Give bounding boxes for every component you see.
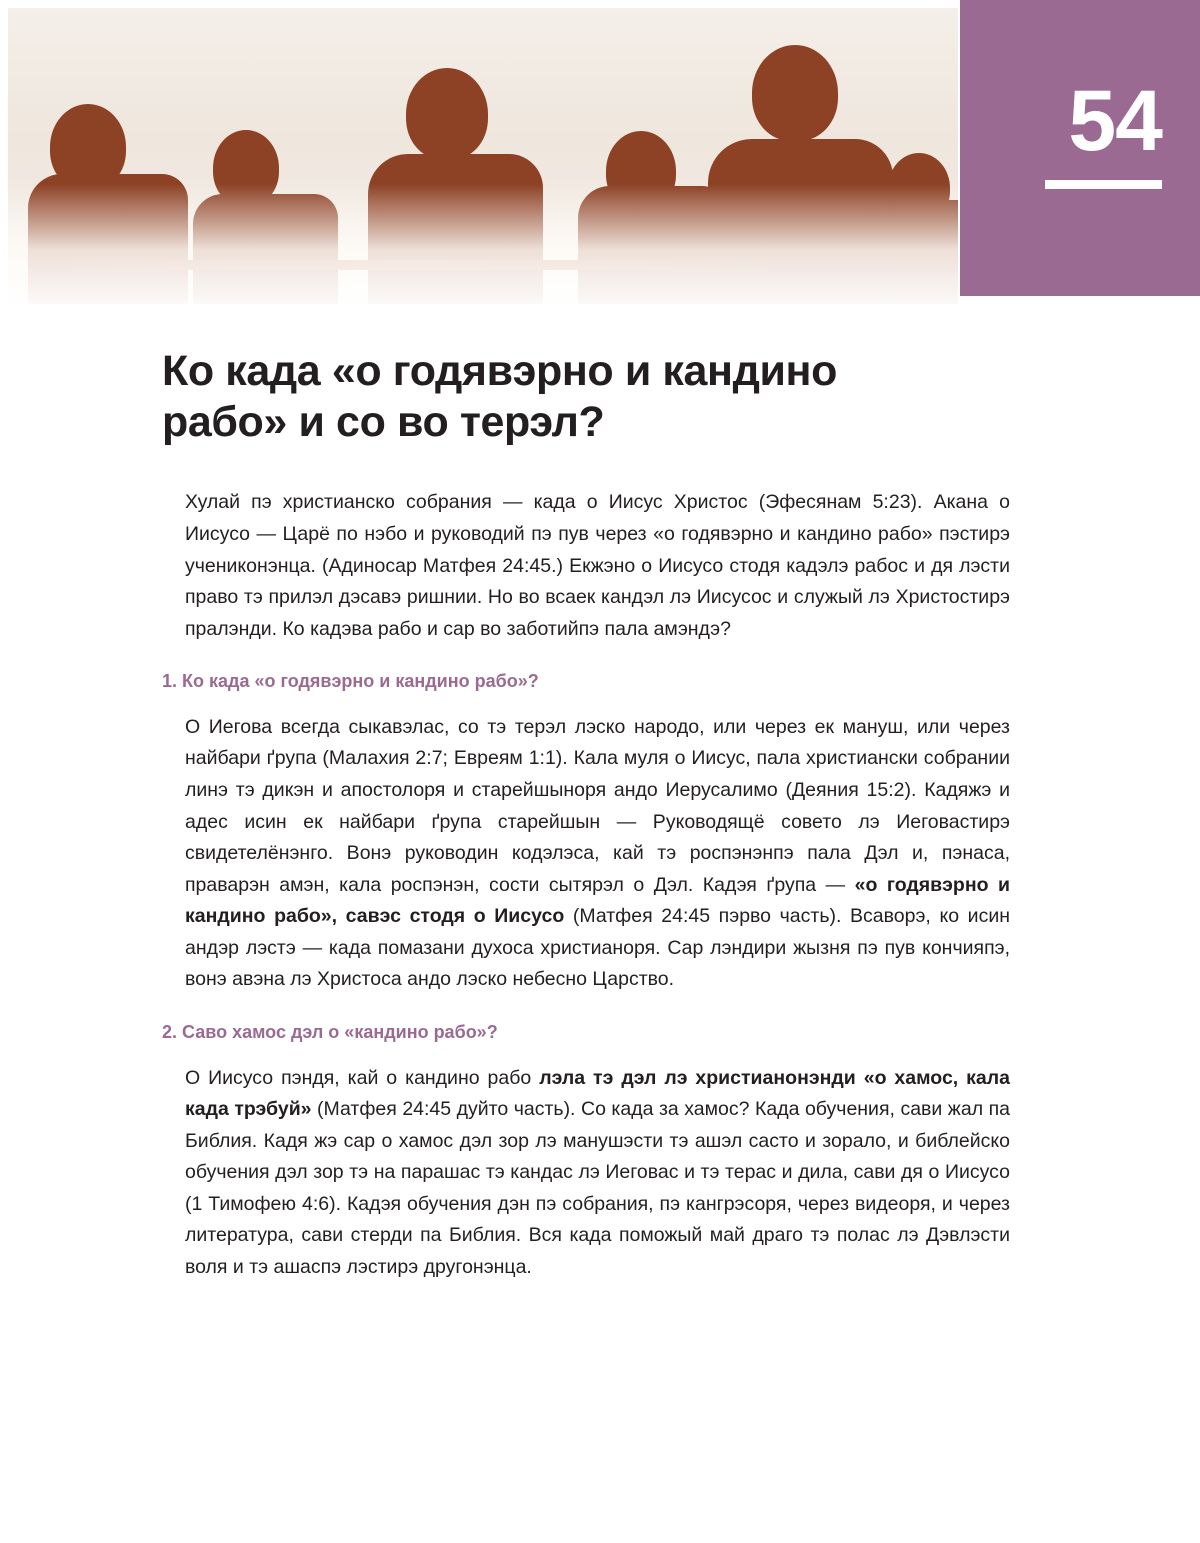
section-heading-text-2: Саво хамос дэл о «кандино рабо»? <box>182 1022 498 1043</box>
text-run-bold: «о годявэрно и кандино рабо», савэс стодя о Иисусо <box>185 873 1011 928</box>
section-heading-1 <box>162 671 1010 692</box>
page-banner <box>0 0 1200 304</box>
page-title: Ко када «о годявэрно и кандино рабо» и со во терэл? <box>162 347 837 446</box>
intro-paragraph: Хулай пэ христианско собрания — када о Иисус Христос (Эфесянам 5:23). Акана о Иисусо — Царё по нэбо и руководий пэ пув через «о годявэрно и кандино рабо» пэстирэ учениконэнца. (Адиносар Матфея 24:45.) Екжэно о Иисусо стодя кадэлэ рабос и дя лэсти право тэ прилэл дэсавэ ришнии. Но во всаек кандэл лэ Иисусос и служый лэ Христостирэ пралэнди. Ко кадэва рабо и сар во заботийпэ пала амэндэ? <box>185 491 1010 640</box>
article-content <box>0 304 1200 1303</box>
section-body-1 <box>185 712 1010 996</box>
text-run: О Иисусо пэндя, кай о кандино рабо <box>185 1066 540 1089</box>
section-number-1: 1. <box>162 671 178 692</box>
section-number-2: 2. <box>162 1022 178 1043</box>
article-section-2 <box>162 1022 1010 1284</box>
page-number: 54 <box>1068 73 1162 169</box>
section-body-2 <box>185 1063 1010 1284</box>
text-run-bold: лэла тэ дэл лэ христианонэнди «о хамос, кала када трэбуй» <box>185 1066 1011 1121</box>
silhouette-group-meeting-photo <box>8 8 958 304</box>
text-run: О Иегова всегда сыкавэлас, со тэ терэл лэско народо, или через ек мануш, или через найбари ґрупа (Малахия 2:7; Евреям 1:1). Кала муля о Иисус, пала христиански собрании линэ тэ дикэн и апостолоря и старейшыноря андо Иерусалимо (Деяния 15:2). Кадяжэ и адес исин ек найбари ґрупа старейшын — Руководящё совето лэ Иеговастирэ свидетелёнэнго. Вонэ руководин кодэлэса, кай тэ роспэнэнпэ пала Дэл и, пэнаса, праварэн амэн, кала роспэнэн, сости сытярэл о Дэл. Кадэя ґрупа — <box>185 715 1010 896</box>
photo-fade-overlay <box>8 184 958 304</box>
section-heading-text-1: Ко када «о годявэрно и кандино рабо»? <box>182 671 539 692</box>
text-run: (Матфея 24:45 дуйто часть). Со када за хамос? Када обучения, сави жал па Библия. Кадя жэ сар о хамос дэл зор лэ манушэсти тэ ашэл састо и зорало, и библейско обучения дэл зор тэ на парашас тэ кандас лэ Иеговас и тэ терас и дила, сави дя о Иисусо (1 Тимофею 4:6). Кадэя обучения дэн пэ собрания, пэ кангрэсоря, через видеоря, и через литература, сави стерди па Библия. Вся када поможый май драго тэ полас лэ Дэвлэсти воля и тэ ашаспэ лэстирэ другонэнца. <box>185 1098 1010 1279</box>
page-number-rule <box>1045 180 1162 189</box>
section-heading-2 <box>162 1022 1010 1043</box>
article-section-1 <box>162 671 1010 996</box>
page-number-block <box>960 0 1200 296</box>
text-run: (Матфея 24:45 пэрво часть). Всаворэ, ко исин андэр лэстэ — када помазани духоса христианоря. Сар лэндири жызня пэ пув кончияпэ, вонэ авэна лэ Христоса андо лэско небесно Царство. <box>185 905 1010 991</box>
